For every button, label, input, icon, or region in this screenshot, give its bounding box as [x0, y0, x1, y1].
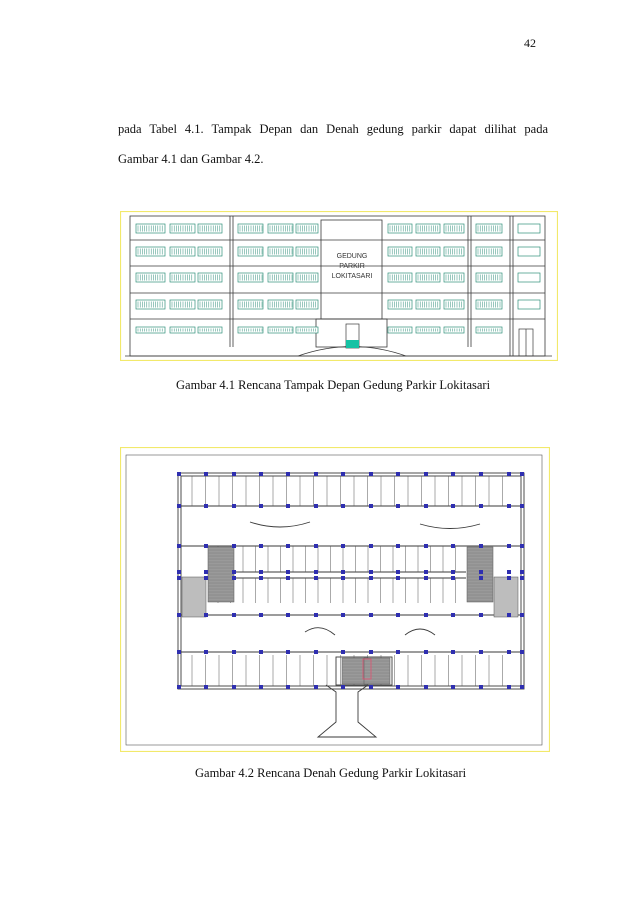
column [369, 504, 373, 508]
column [341, 504, 345, 508]
window [268, 224, 293, 233]
column [451, 576, 455, 580]
column [341, 685, 345, 689]
column [204, 472, 208, 476]
front-elevation-figure [120, 211, 558, 361]
column [204, 504, 208, 508]
figure-1-caption: Gambar 4.1 Rencana Tampak Depan Gedung Parkir Lokitasari [176, 378, 491, 392]
window [198, 327, 222, 333]
column [177, 570, 181, 574]
sign-line-1: GEDUNG [336, 253, 368, 260]
column [424, 544, 428, 548]
column [177, 504, 181, 508]
column [314, 504, 318, 508]
body-paragraph-line-1: pada Tabel 4.1. Tampak Depan dan Denah gedung parkir dapat dilihat pada [118, 122, 548, 136]
column [507, 576, 511, 580]
window [238, 224, 263, 233]
column [451, 570, 455, 574]
column [314, 650, 318, 654]
window [238, 273, 263, 282]
column [341, 570, 345, 574]
column [520, 576, 524, 580]
column [177, 576, 181, 580]
window [416, 224, 440, 233]
column [479, 504, 483, 508]
column [204, 544, 208, 548]
column [314, 576, 318, 580]
column [520, 685, 524, 689]
column [479, 650, 483, 654]
ramp [208, 547, 234, 602]
column [232, 570, 236, 574]
ramp [467, 547, 493, 602]
column [204, 576, 208, 580]
window [268, 273, 293, 282]
window [238, 327, 263, 333]
stair-block [494, 577, 518, 617]
window [388, 273, 412, 282]
sign-line-3: LOKITASARI [331, 273, 373, 280]
column [232, 685, 236, 689]
floor-plan-figure [120, 447, 550, 752]
column [520, 504, 524, 508]
column [177, 544, 181, 548]
column [396, 544, 400, 548]
floor-plan-drawing [120, 447, 550, 752]
window [518, 224, 540, 233]
column [259, 576, 263, 580]
column [341, 472, 345, 476]
column [286, 685, 290, 689]
window [518, 247, 540, 256]
column [314, 685, 318, 689]
column [314, 544, 318, 548]
column [177, 472, 181, 476]
column [424, 570, 428, 574]
window [268, 247, 293, 256]
ramp [364, 658, 390, 684]
window [388, 327, 412, 333]
column [286, 544, 290, 548]
column [341, 650, 345, 654]
window [416, 247, 440, 256]
column [232, 650, 236, 654]
column [396, 650, 400, 654]
window [444, 327, 464, 333]
column [479, 472, 483, 476]
column [451, 650, 455, 654]
window [444, 273, 464, 282]
column [424, 685, 428, 689]
column [204, 570, 208, 574]
column [479, 613, 483, 617]
window [416, 273, 440, 282]
window [198, 224, 222, 233]
column [369, 650, 373, 654]
window [170, 224, 195, 233]
column [259, 650, 263, 654]
window [170, 247, 195, 256]
column [369, 570, 373, 574]
column [396, 570, 400, 574]
column [286, 650, 290, 654]
column [341, 576, 345, 580]
column [259, 613, 263, 617]
column [396, 504, 400, 508]
column [204, 685, 208, 689]
column [479, 570, 483, 574]
column [451, 613, 455, 617]
window [170, 273, 195, 282]
column [396, 576, 400, 580]
figure-frame [121, 212, 558, 361]
column [232, 472, 236, 476]
column [479, 685, 483, 689]
column [232, 613, 236, 617]
column [520, 570, 524, 574]
column [314, 472, 318, 476]
column [286, 576, 290, 580]
column [451, 504, 455, 508]
column [259, 504, 263, 508]
window [388, 300, 412, 309]
window [268, 327, 293, 333]
window [238, 247, 263, 256]
window [444, 300, 464, 309]
window [416, 300, 440, 309]
column [424, 504, 428, 508]
column [204, 650, 208, 654]
column [520, 472, 524, 476]
column [507, 685, 511, 689]
column [259, 570, 263, 574]
column [369, 685, 373, 689]
column [424, 576, 428, 580]
column [286, 570, 290, 574]
window [198, 247, 222, 256]
column [520, 544, 524, 548]
column [507, 650, 511, 654]
window [268, 300, 293, 309]
column [232, 544, 236, 548]
figure-2-caption: Gambar 4.2 Rencana Denah Gedung Parkir Lokitasari [195, 766, 467, 780]
column [369, 613, 373, 617]
column [424, 650, 428, 654]
window [170, 300, 195, 309]
column [507, 570, 511, 574]
column [424, 472, 428, 476]
column [451, 544, 455, 548]
column [341, 544, 345, 548]
column [479, 576, 483, 580]
window [444, 247, 464, 256]
column [259, 544, 263, 548]
window [198, 300, 222, 309]
column [286, 472, 290, 476]
column [204, 613, 208, 617]
column [286, 504, 290, 508]
window [170, 327, 195, 333]
column [479, 544, 483, 548]
column [259, 472, 263, 476]
page-number: 42 [524, 36, 536, 50]
column [286, 613, 290, 617]
window [518, 300, 540, 309]
column [451, 685, 455, 689]
column [507, 613, 511, 617]
column [396, 613, 400, 617]
column [396, 472, 400, 476]
column [314, 613, 318, 617]
window [388, 247, 412, 256]
window [198, 273, 222, 282]
column [451, 472, 455, 476]
column [520, 613, 524, 617]
column [232, 504, 236, 508]
body-paragraph-line-2: Gambar 4.1 dan Gambar 4.2. [118, 152, 264, 166]
stair-block [182, 577, 206, 617]
column [177, 685, 181, 689]
column [177, 613, 181, 617]
window [388, 224, 412, 233]
column [177, 650, 181, 654]
column [369, 472, 373, 476]
entrance-door-panel [346, 340, 359, 348]
column [341, 613, 345, 617]
column [232, 576, 236, 580]
column [507, 504, 511, 508]
window [518, 273, 540, 282]
column [369, 544, 373, 548]
column [424, 613, 428, 617]
column [507, 544, 511, 548]
column [314, 570, 318, 574]
column [507, 472, 511, 476]
window [444, 224, 464, 233]
column [396, 685, 400, 689]
column [259, 685, 263, 689]
column [369, 576, 373, 580]
window [238, 300, 263, 309]
front-elevation-drawing [120, 211, 558, 361]
column [520, 650, 524, 654]
sign-line-2: PARKIR [339, 263, 365, 270]
window [416, 327, 440, 333]
